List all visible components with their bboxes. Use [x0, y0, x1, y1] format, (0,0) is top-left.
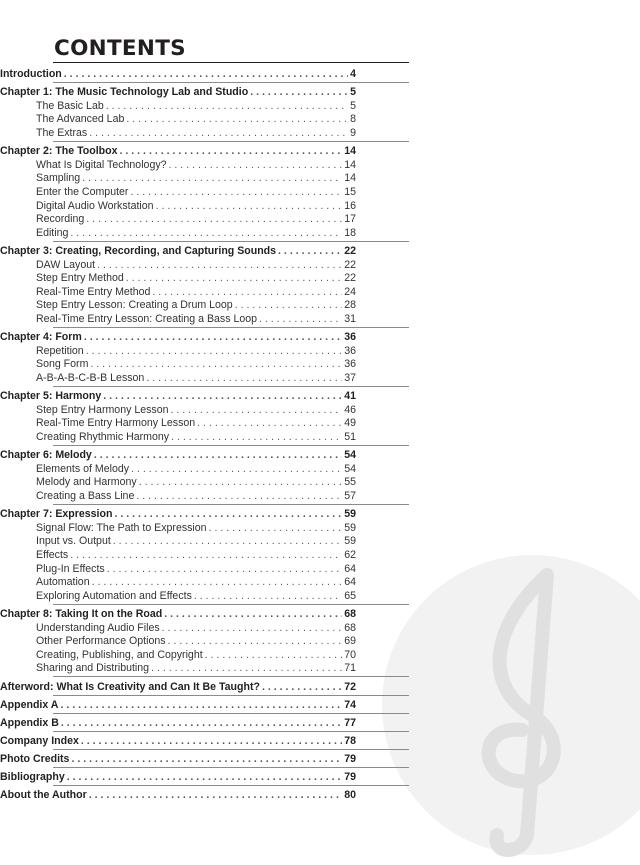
toc-page-number: 59: [344, 521, 356, 534]
toc-entry[interactable]: [0, 788, 356, 802]
dot-leader: [89, 788, 343, 802]
section-divider: [53, 327, 409, 328]
dot-leader: [168, 634, 343, 648]
dot-leader: [106, 99, 348, 113]
toc-entry-label: Company Index: [0, 734, 79, 747]
dot-leader: [151, 661, 342, 675]
toc-page-number: 65: [344, 589, 356, 602]
toc-page-number: 74: [344, 698, 356, 711]
toc-entry-label: Sharing and Distributing: [36, 662, 150, 675]
toc-entry-label: Chapter 4: Form: [0, 331, 82, 344]
toc-entry-label: Real-Time Entry Harmony Lesson: [36, 417, 196, 430]
dot-leader: [81, 734, 342, 748]
toc-page-number: 15: [344, 186, 356, 198]
dot-leader: [67, 770, 342, 784]
toc-entry-label: Exploring Automation and Effects: [36, 589, 192, 602]
toc-subentry[interactable]: [36, 521, 356, 535]
toc-subentry[interactable]: [36, 430, 356, 444]
toc-entry-label: Real-Time Entry Method: [36, 285, 151, 298]
dot-leader: [103, 389, 342, 403]
dot-leader: [126, 271, 342, 285]
toc-page-number: 72: [344, 680, 356, 693]
toc-entry[interactable]: [0, 734, 356, 748]
toc-subentry[interactable]: [36, 621, 356, 635]
toc-page-number: 37: [344, 372, 356, 384]
toc-page-number: 54: [344, 462, 356, 475]
toc-entry-label: Understanding Audio Files: [36, 621, 160, 634]
toc-subentry[interactable]: [36, 185, 356, 199]
dot-leader: [259, 312, 342, 326]
title-rule: [53, 62, 409, 63]
toc-entry-label: Sampling: [36, 172, 81, 185]
toc-entry-label: Bibliography: [0, 770, 65, 783]
toc-entry[interactable]: [0, 507, 356, 521]
toc-subentry[interactable]: [36, 462, 356, 476]
toc-entry-label: A-B-A-B-C-B-B Lesson: [36, 372, 145, 384]
toc-page-number: 8: [350, 113, 356, 126]
toc-entry-label: Introduction: [0, 68, 62, 80]
toc-subentry[interactable]: [36, 126, 356, 140]
toc-page-number: 36: [344, 358, 356, 371]
toc-entry-label: Digital Audio Workstation: [36, 199, 154, 212]
toc-entry[interactable]: [0, 680, 356, 694]
toc-subentry[interactable]: [36, 171, 356, 185]
toc-page-number: 79: [344, 752, 356, 765]
dot-leader: [97, 258, 342, 272]
dot-leader: [64, 67, 348, 81]
toc-entry-label: Recording: [36, 213, 85, 226]
toc-entry-label: Chapter 8: Taking It on the Road: [0, 608, 163, 620]
section-divider: [53, 785, 409, 786]
toc-entry[interactable]: [0, 698, 356, 712]
dot-leader: [205, 648, 343, 662]
dot-leader: [250, 85, 348, 99]
toc-entry-label: Chapter 7: Expression: [0, 508, 113, 521]
toc-subentry[interactable]: [36, 403, 356, 417]
dot-leader: [162, 621, 343, 635]
toc-subentry[interactable]: [36, 475, 356, 489]
toc-entry-label: Step Entry Harmony Lesson: [36, 403, 169, 416]
toc-entry-label: Step Entry Method: [36, 272, 124, 285]
toc-entry-label: The Basic Lab: [36, 99, 104, 112]
toc-entry-label: Creating Rhythmic Harmony: [36, 431, 170, 443]
toc-page-number: 18: [344, 226, 356, 239]
toc-entry-label: Other Performance Options: [36, 635, 166, 648]
dot-leader: [194, 589, 342, 603]
toc-page-number: 36: [344, 344, 356, 357]
dot-leader: [120, 144, 343, 158]
section-divider: [53, 241, 409, 242]
toc-page-number: 64: [344, 576, 356, 589]
dot-leader: [60, 698, 342, 712]
toc-entry-label: Real-Time Entry Lesson: Creating a Bass Loop: [36, 313, 258, 325]
dot-leader: [171, 430, 342, 444]
toc-page-number: 69: [344, 635, 356, 648]
toc-entry-label: Creating, Publishing, and Copyright: [36, 648, 203, 661]
dot-leader: [131, 462, 342, 476]
toc-entry[interactable]: [0, 752, 356, 766]
toc-entry-label: Enter the Computer: [36, 186, 129, 198]
toc-page-number: 22: [344, 245, 356, 257]
toc-entry-label: Chapter 1: The Music Technology Lab and Studio: [0, 86, 249, 99]
toc-entry[interactable]: [0, 389, 356, 403]
section-divider: [53, 604, 409, 605]
dot-leader: [146, 371, 342, 385]
toc-entry-label: Appendix B: [0, 716, 59, 729]
toc-entry[interactable]: [0, 716, 356, 730]
toc-entry-label: DAW Layout: [36, 258, 96, 271]
toc-subentry[interactable]: [36, 489, 356, 503]
toc-subentry[interactable]: [36, 562, 356, 576]
toc-entry-label: Appendix A: [0, 698, 59, 711]
toc-page-number: 14: [344, 158, 356, 171]
toc-subentry[interactable]: [36, 226, 356, 240]
dot-leader: [209, 521, 343, 535]
section-divider: [53, 713, 409, 714]
toc-entry[interactable]: [0, 144, 356, 158]
dot-leader: [86, 212, 342, 226]
toc-page-number: 14: [344, 145, 356, 158]
dot-leader: [92, 575, 343, 589]
toc-page-number: 5: [350, 99, 356, 112]
toc-entry-label: Melody and Harmony: [36, 476, 137, 489]
toc-page-number: 70: [344, 648, 356, 661]
toc-page-number: 5: [350, 86, 356, 99]
toc-page-number: 22: [344, 258, 356, 271]
toc-page-number: 57: [344, 490, 356, 502]
toc-entry-label: Elements of Melody: [36, 462, 130, 475]
toc-subentry[interactable]: [36, 371, 356, 385]
toc-entry-label: Chapter 6: Melody: [0, 449, 92, 462]
toc-entry-label: Chapter 5: Harmony: [0, 390, 102, 403]
toc-page-number: 14: [344, 172, 356, 185]
dot-leader: [262, 680, 342, 694]
toc-entry-label: Song Form: [36, 358, 89, 371]
toc-page-number: 77: [344, 716, 356, 729]
toc-subentry[interactable]: [36, 534, 356, 548]
dot-leader: [113, 534, 342, 548]
toc-entry[interactable]: [0, 330, 356, 344]
dot-leader: [278, 244, 342, 258]
toc-page-number: 68: [344, 621, 356, 634]
section-divider: [53, 731, 409, 732]
dot-leader: [70, 226, 342, 240]
section-divider: [53, 695, 409, 696]
toc-page-number: 31: [344, 313, 356, 325]
toc-subentry[interactable]: [36, 357, 356, 371]
toc-page-number: 64: [344, 562, 356, 575]
dot-leader: [169, 158, 343, 172]
toc-subentry[interactable]: [36, 312, 356, 326]
dot-leader: [136, 489, 342, 503]
toc-page-number: 9: [350, 127, 356, 139]
toc-entry-label: Chapter 3: Creating, Recording, and Capturing Sounds: [0, 245, 277, 257]
toc-entry-label: What Is Digital Technology?: [36, 158, 167, 171]
section-divider: [53, 676, 409, 677]
toc-subentry[interactable]: [36, 548, 356, 562]
toc-entry-label: Creating a Bass Line: [36, 490, 135, 502]
toc-subentry[interactable]: [36, 661, 356, 675]
toc-subentry[interactable]: [36, 575, 356, 589]
section-divider: [53, 141, 409, 142]
dot-leader: [156, 199, 343, 213]
toc-entry-label: Afterword: What Is Creativity and Can It Be Taught?: [0, 680, 260, 693]
toc-entry-label: Step Entry Lesson: Creating a Drum Loop: [36, 299, 233, 312]
toc-page-number: 78: [344, 734, 356, 747]
dot-leader: [89, 126, 348, 140]
toc-page-number: 4: [350, 68, 356, 80]
toc-subentry[interactable]: [36, 199, 356, 213]
toc-entry[interactable]: [0, 244, 356, 258]
section-divider: [53, 445, 409, 446]
toc-entry-label: Editing: [36, 226, 69, 239]
toc-page-number: 49: [344, 417, 356, 430]
toc-page-number: 68: [344, 608, 356, 620]
toc-subentry[interactable]: [36, 99, 356, 113]
dot-leader: [82, 171, 342, 185]
toc-page-number: 17: [344, 213, 356, 226]
section-divider: [53, 82, 409, 83]
dot-leader: [152, 285, 342, 299]
dot-leader: [197, 416, 342, 430]
toc-subentry[interactable]: [36, 271, 356, 285]
treble-clef-watermark-icon: [372, 535, 640, 865]
toc-subentry[interactable]: [36, 416, 356, 430]
dot-leader: [126, 112, 348, 126]
toc-entry[interactable]: [0, 770, 356, 784]
toc-page-number: 71: [344, 662, 356, 675]
toc-page-number: 22: [344, 272, 356, 285]
toc-subentry[interactable]: [36, 258, 356, 272]
toc-entry-label: Chapter 2: The Toolbox: [0, 145, 118, 158]
toc-page-number: 41: [344, 390, 356, 403]
toc-entry-label: Repetition: [36, 344, 84, 357]
section-divider: [53, 749, 409, 750]
toc-entry[interactable]: [0, 85, 356, 99]
toc-page-number: 36: [344, 331, 356, 344]
dot-leader: [114, 507, 342, 521]
toc-subentry[interactable]: [36, 112, 356, 126]
dot-leader: [107, 562, 343, 576]
toc-subentry[interactable]: [36, 634, 356, 648]
dot-leader: [61, 716, 342, 730]
dot-leader: [139, 475, 343, 489]
section-divider: [53, 386, 409, 387]
dot-leader: [84, 330, 342, 344]
page-title: CONTENTS: [54, 36, 186, 61]
toc-entry-label: The Extras: [36, 127, 88, 139]
toc-entry[interactable]: [0, 448, 356, 462]
toc-page-number: 54: [344, 449, 356, 462]
toc-subentry[interactable]: [36, 589, 356, 603]
toc-entry[interactable]: [0, 67, 356, 81]
dot-leader: [70, 548, 342, 562]
toc-page-number: 24: [344, 285, 356, 298]
dot-leader: [235, 298, 343, 312]
toc-page-number: 59: [344, 535, 356, 548]
dot-leader: [94, 448, 342, 462]
dot-leader: [90, 357, 342, 371]
toc-page-number: 28: [344, 299, 356, 312]
toc-subentry[interactable]: [36, 158, 356, 172]
dot-leader: [164, 607, 342, 621]
toc-entry-label: Input vs. Output: [36, 535, 111, 548]
toc-page-number: 59: [344, 508, 356, 521]
toc-page-number: 55: [344, 476, 356, 489]
section-divider: [53, 767, 409, 768]
toc-entry-label: The Advanced Lab: [36, 113, 125, 126]
dot-leader: [86, 344, 343, 358]
dot-leader: [130, 185, 342, 199]
toc-subentry[interactable]: [36, 285, 356, 299]
toc-entry-label: Plug-In Effects: [36, 562, 105, 575]
toc-entry-label: Automation: [36, 576, 90, 589]
dot-leader: [71, 752, 342, 766]
toc-entry-label: About the Author: [0, 788, 87, 801]
toc-page-number: 79: [344, 770, 356, 783]
toc-page-number: 62: [344, 549, 356, 561]
toc-entry[interactable]: [0, 607, 356, 621]
toc-page-number: 51: [344, 431, 356, 443]
toc-page-number: 16: [344, 199, 356, 212]
dot-leader: [170, 403, 342, 417]
toc-entry-label: Signal Flow: The Path to Expression: [36, 521, 207, 534]
toc-subentry[interactable]: [36, 648, 356, 662]
toc-subentry[interactable]: [36, 298, 356, 312]
toc-page-number: 46: [344, 403, 356, 416]
toc-subentry[interactable]: [36, 344, 356, 358]
section-divider: [53, 504, 409, 505]
toc-entry-label: Photo Credits: [0, 752, 70, 765]
toc-page-number: 80: [344, 788, 356, 801]
toc-subentry[interactable]: [36, 212, 356, 226]
toc-entry-label: Effects: [36, 549, 69, 561]
